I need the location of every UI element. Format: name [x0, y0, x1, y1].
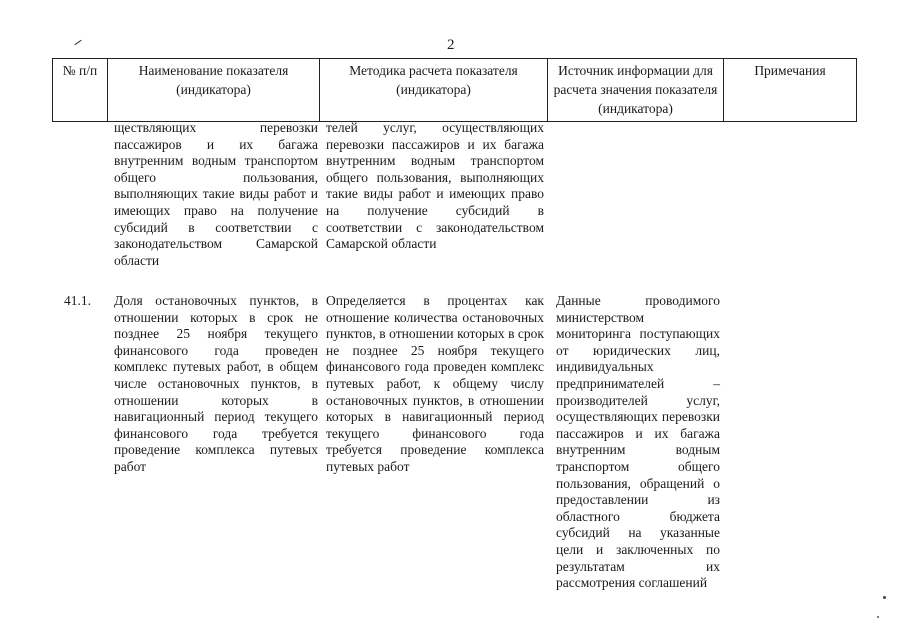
header-information-source: Источник информации для расчета значения показателя (индикатора)	[548, 59, 724, 122]
row-cont-indicator-name: ществляющих перевозки пассажиров и их багажа внутренним водным транспортом общего пользования, выполняющих такие виды работ и имеющих право на получение субсидий в соответствии с законодательством Самарской области	[114, 120, 318, 268]
header-notes: Примечания	[724, 59, 857, 122]
header-number: № п/п	[53, 59, 108, 122]
row-41-1-indicator-name: Доля остановочных пунктов, в отношении которых в срок не позднее 25 ноября текущего финансового года проведен комплекс путевых работ, в общем числе остановочных пунктов, в отношении которых в навигационный период текущего финансового года требуется проведение комплекса путевых работ	[114, 293, 318, 474]
scan-dot	[877, 616, 879, 618]
row-41-1-number: 41.1.	[64, 293, 91, 308]
scan-mark	[74, 40, 81, 45]
header-indicator-name: Наименование показателя (индикатора)	[108, 59, 320, 122]
header-calculation-method: Методика расчета показателя (индикатора)	[320, 59, 548, 122]
row-41-1-calculation-method: Определяется в процентах как отношение количества остановочных пунктов, в отношении которых в срок не позднее 25 ноября текущего финансового года проведен комплекс путевых работ, к общему числу остановочных пунктов, в отношении которых в навигационный период текущего финансового года требуется проведение комплекса путевых работ	[326, 293, 544, 474]
page-number: 2	[447, 37, 455, 53]
scan-dot	[883, 596, 886, 599]
table-header	[52, 58, 857, 122]
row-cont-calculation-method: телей услуг, осуществляющих перевозки пассажиров и их багажа внутренним водным транспортом общего пользования, выполняющих такие виды работ и имеющих право на получение субсидий в соответствии с законодательством Самарской области	[326, 120, 544, 252]
row-41-1-information-source: Данные проводимого министерством мониторинга поступающих от юридических лиц, индивидуальных предпринимателей – производителей услуг, осуществляющих перевозки пассажиров и их багажа внутренним водным транспортом общего пользования, обращений о предоставлении из областного бюджета субсидий на указанные цели и заключенных по результатам их рассмотрения соглашений	[556, 293, 720, 591]
